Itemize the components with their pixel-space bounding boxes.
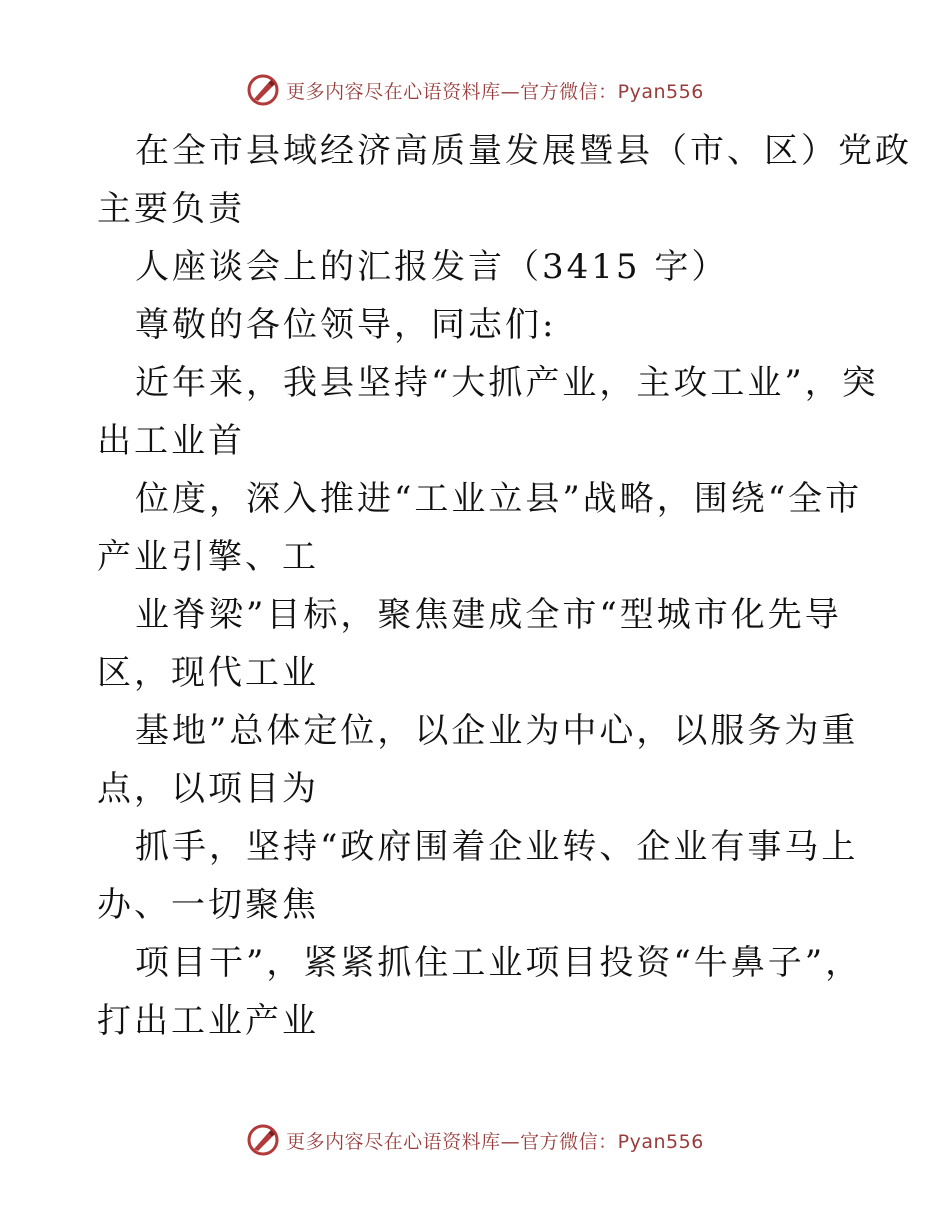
text-line: 产业引擎、工 xyxy=(97,537,319,577)
pen-logo-icon xyxy=(246,1123,280,1157)
text-line: 区，现代工业 xyxy=(97,653,319,693)
pen-logo-icon xyxy=(246,73,280,107)
header-watermark xyxy=(0,70,950,110)
text-line: 项目干”，紧紧抓住工业项目投资“牛鼻子”， xyxy=(135,943,863,983)
text-line: 人座谈会上的汇报发言（3415 字） xyxy=(135,247,729,287)
text-line: 尊敬的各位领导，同志们: xyxy=(135,305,557,345)
text-line: 在全市县域经济高质量发展暨县（市、区）党政 xyxy=(135,131,912,171)
text-line: 抓手，坚持“政府围着企业转、企业有事马上 xyxy=(135,827,859,867)
document-body xyxy=(97,122,912,1050)
watermark-text: 更多内容尽在心语资料库—官方微信：Pyan556 xyxy=(286,1130,704,1153)
text-line: 打出工业产业 xyxy=(97,1001,319,1041)
text-line: 近年来，我县坚持“大抓产业，主攻工业”，突 xyxy=(135,363,879,403)
text-line: 出工业首 xyxy=(97,421,245,461)
text-line: 位度，深入推进“工业立县”战略，围绕“全市 xyxy=(135,479,863,519)
text-line: 业脊梁”目标，聚焦建成全市“型城市化先导 xyxy=(135,595,842,635)
text-line: 基地”总体定位，以企业为中心，以服务为重 xyxy=(135,711,859,751)
text-line: 办、一切聚焦 xyxy=(97,885,319,925)
text-line: 点，以项目为 xyxy=(97,769,319,809)
text-line: 主要负责 xyxy=(97,189,245,229)
watermark-text: 更多内容尽在心语资料库—官方微信：Pyan556 xyxy=(286,80,704,103)
footer-watermark xyxy=(0,1120,950,1160)
